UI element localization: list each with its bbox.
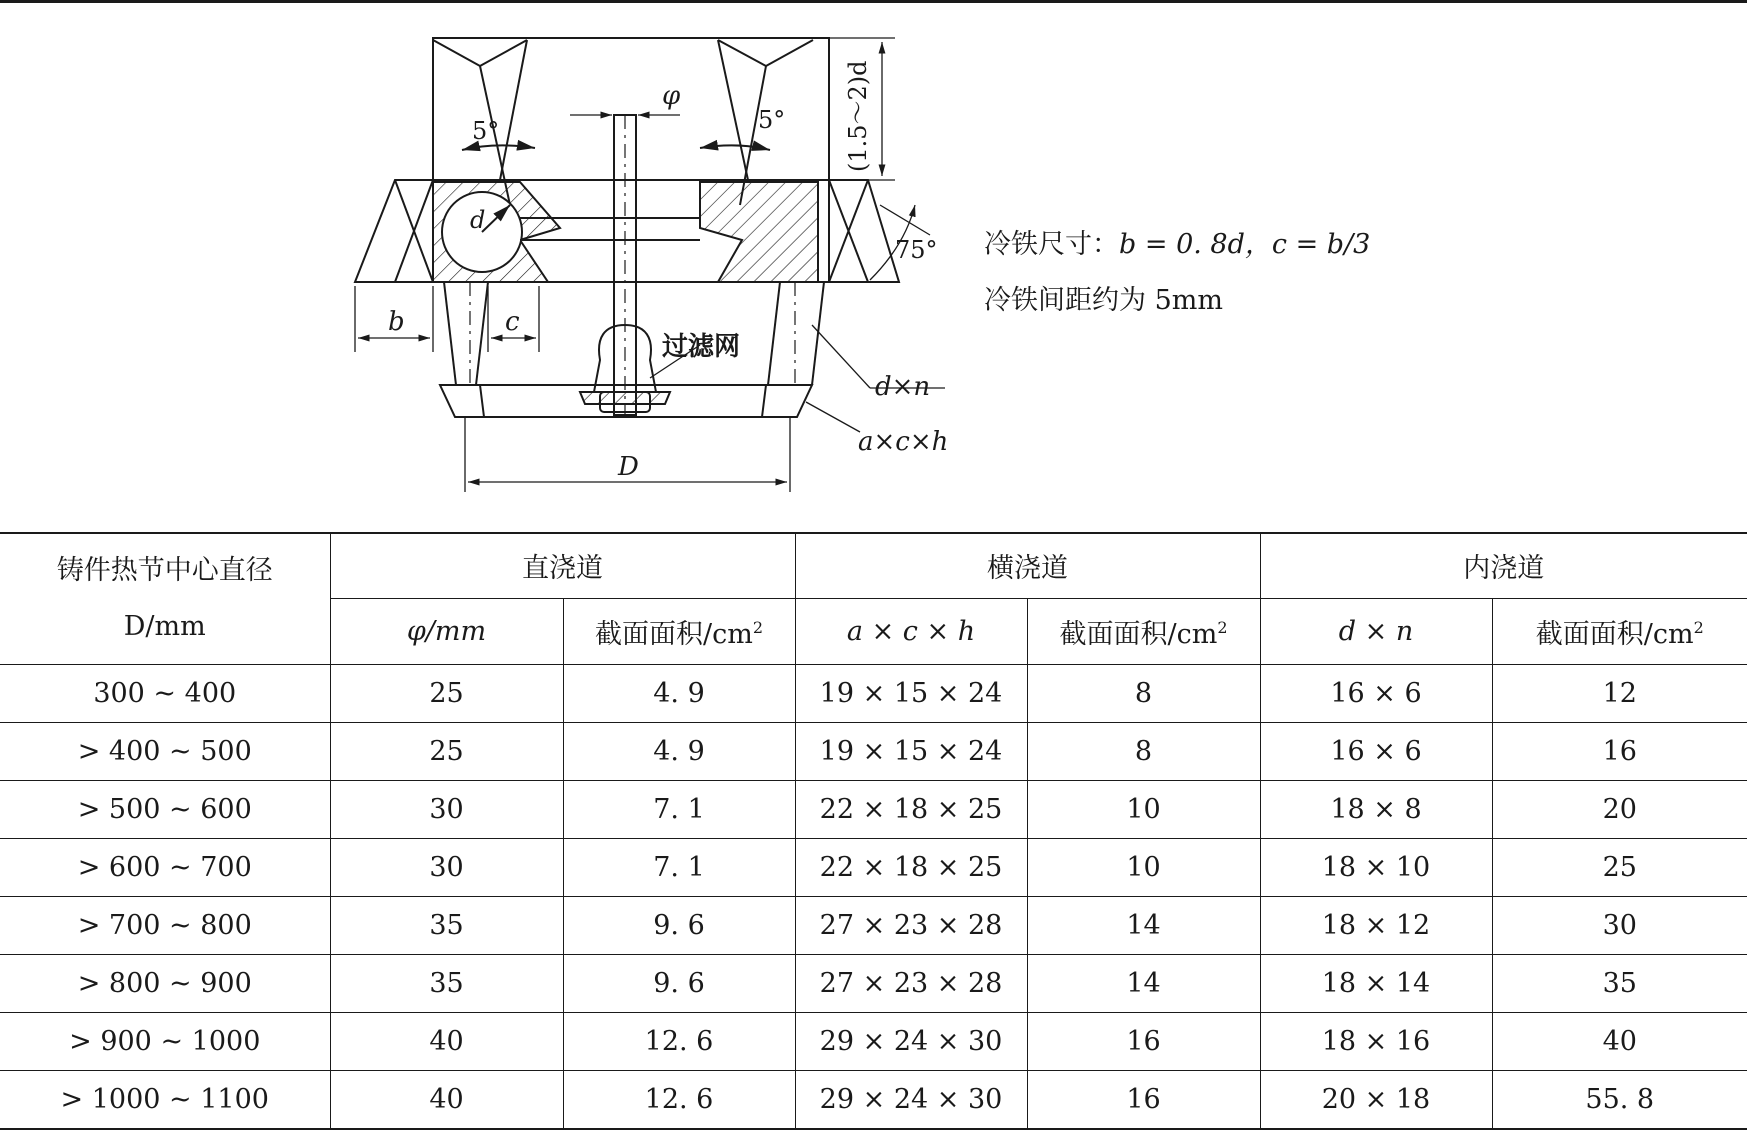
note-chill-size [984,222,1370,261]
subheader-runner-area [1027,598,1260,664]
cell-runner-area: 16 [1027,1070,1260,1129]
cell-phi: 40 [330,1012,563,1070]
cell-axcxh: 19 × 15 × 24 [795,664,1027,722]
cell-axcxh: 29 × 24 × 30 [795,1070,1027,1129]
sup-2: 2 [752,617,763,637]
cell-runner-area: 10 [1027,838,1260,896]
cell-axcxh: 29 × 24 × 30 [795,1012,1027,1070]
cell-diameter: > 400 ~ 500 [0,722,330,780]
cell-axcxh: 27 × 23 × 28 [795,954,1027,1012]
cell-runner-area: 14 [1027,896,1260,954]
header-runner: 横浇道 [795,533,1260,598]
table-row [0,722,1747,780]
note-chill-size-formula: b = 0. 8d，c = b/3 [1119,229,1371,260]
table-row [0,896,1747,954]
header-casting-diameter: 铸件热节中心直径 D/mm [0,533,330,664]
subheader-runner-area-text: 截面面积/cm [1059,618,1218,650]
label-angle-right: 5° [758,106,786,134]
right-chill [700,182,818,282]
cell-sprue-area: 4. 9 [563,664,795,722]
label-filter: 过滤网 [662,332,741,362]
subheader-phi-text: φ/mm [406,615,487,647]
cell-diameter: > 1000 ~ 1100 [0,1070,330,1129]
cell-diameter: > 800 ~ 900 [0,954,330,1012]
cell-phi: 30 [330,838,563,896]
note-chill-spacing: 冷铁间距约为 5mm [984,285,1223,316]
cell-runner-area: 8 [1027,722,1260,780]
cell-sprue-area: 7. 1 [563,780,795,838]
table-row [0,780,1747,838]
cell-dxn: 18 × 12 [1260,896,1492,954]
subheader-axcxh [795,598,1027,664]
cell-diameter: > 900 ~ 1000 [0,1012,330,1070]
subheader-dxn-text: d × n [1338,615,1414,647]
cell-diameter: > 500 ~ 600 [0,780,330,838]
label-c: c [505,307,520,337]
cell-phi: 35 [330,954,563,1012]
gating-system-diagram [0,0,1000,520]
label-axcxh: a×c×h [858,427,949,457]
cell-dxn: 20 × 18 [1260,1070,1492,1129]
cell-ingate-area: 20 [1492,780,1747,838]
label-d: d [470,206,486,234]
cell-ingate-area: 30 [1492,896,1747,954]
cell-ingate-area: 35 [1492,954,1747,1012]
label-angle-75: 75° [895,236,938,264]
cell-sprue-area: 12. 6 [563,1012,795,1070]
table-row [0,1070,1747,1129]
note-chill-size-prefix: 冷铁尺寸： [984,229,1119,260]
subheader-ingate-area [1492,598,1747,664]
cell-diameter: 300 ~ 400 [0,664,330,722]
header-ingate: 内浇道 [1260,533,1747,598]
table-row [0,664,1747,722]
cell-axcxh: 22 × 18 × 25 [795,780,1027,838]
cell-dxn: 18 × 16 [1260,1012,1492,1070]
cell-axcxh: 27 × 23 × 28 [795,896,1027,954]
subheader-sprue-area [563,598,795,664]
cell-phi: 40 [330,1070,563,1129]
label-dxn: d×n [875,372,931,402]
label-D: D [618,452,639,482]
label-b: b [388,307,405,337]
cell-dxn: 18 × 14 [1260,954,1492,1012]
cell-dxn: 18 × 8 [1260,780,1492,838]
sup-2: 2 [1693,617,1704,637]
cell-runner-area: 10 [1027,780,1260,838]
header-sprue: 直浇道 [330,533,795,598]
cell-diameter: > 600 ~ 700 [0,838,330,896]
table-row [0,1012,1747,1070]
cell-ingate-area: 12 [1492,664,1747,722]
cell-runner-area: 8 [1027,664,1260,722]
label-angle-left: 5° [472,117,500,145]
cell-runner-area: 16 [1027,1012,1260,1070]
label-height: (1.5～2)d [844,60,872,172]
cell-dxn: 18 × 10 [1260,838,1492,896]
table-row [0,838,1747,896]
label-phi: φ [662,81,681,111]
cell-ingate-area: 25 [1492,838,1747,896]
cell-ingate-area: 55. 8 [1492,1070,1747,1129]
subheader-dxn [1260,598,1492,664]
cell-dxn: 16 × 6 [1260,664,1492,722]
gating-dimension-table [0,532,1747,1130]
cell-phi: 35 [330,896,563,954]
subheader-phi [330,598,563,664]
cell-phi: 25 [330,722,563,780]
cell-sprue-area: 9. 6 [563,954,795,1012]
cell-axcxh: 19 × 15 × 24 [795,722,1027,780]
cell-dxn: 16 × 6 [1260,722,1492,780]
sup-2: 2 [1217,617,1228,637]
subheader-sprue-area-text: 截面面积/cm [594,618,753,650]
cell-sprue-area: 7. 1 [563,838,795,896]
cell-sprue-area: 12. 6 [563,1070,795,1129]
cell-axcxh: 22 × 18 × 25 [795,838,1027,896]
subheader-axcxh-text: a × c × h [846,615,976,647]
cell-diameter: > 700 ~ 800 [0,896,330,954]
cell-ingate-area: 40 [1492,1012,1747,1070]
table-row [0,954,1747,1012]
cell-sprue-area: 9. 6 [563,896,795,954]
subheader-ingate-area-text: 截面面积/cm [1535,618,1694,650]
cell-phi: 30 [330,780,563,838]
cell-ingate-area: 16 [1492,722,1747,780]
cell-sprue-area: 4. 9 [563,722,795,780]
cell-runner-area: 14 [1027,954,1260,1012]
cell-phi: 25 [330,664,563,722]
